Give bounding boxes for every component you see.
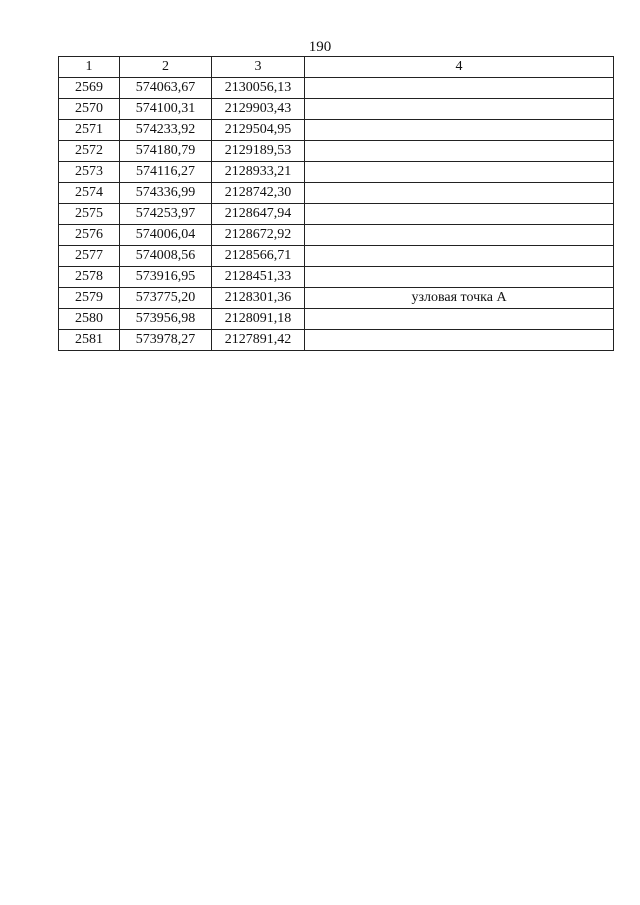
note [305,225,614,246]
coord-x: 573956,98 [120,309,212,330]
point-number: 2569 [59,78,120,99]
column-header-3: 3 [212,57,305,78]
coord-x: 574008,56 [120,246,212,267]
table-row [59,162,614,183]
table-row [59,267,614,288]
table-row [59,288,614,309]
point-number: 2573 [59,162,120,183]
table-row [59,330,614,351]
note [305,99,614,120]
table-row [59,204,614,225]
column-header-2: 2 [120,57,212,78]
coord-x: 574100,31 [120,99,212,120]
table-row [59,120,614,141]
coord-y: 2129504,95 [212,120,305,141]
note [305,330,614,351]
table-row [59,78,614,99]
coord-x: 574180,79 [120,141,212,162]
coord-x: 574336,99 [120,183,212,204]
note [305,183,614,204]
note [305,162,614,183]
point-number: 2576 [59,225,120,246]
coord-y: 2128933,21 [212,162,305,183]
point-number: 2571 [59,120,120,141]
point-number: 2577 [59,246,120,267]
table-row [59,246,614,267]
coord-y: 2128742,30 [212,183,305,204]
note [305,246,614,267]
coord-y: 2129189,53 [212,141,305,162]
point-number: 2580 [59,309,120,330]
note [305,204,614,225]
coordinates-table [58,56,614,351]
note: узловая точка А [305,288,614,309]
table-row [59,141,614,162]
coord-y: 2128566,71 [212,246,305,267]
point-number: 2574 [59,183,120,204]
point-number: 2578 [59,267,120,288]
note [305,267,614,288]
coord-x: 573916,95 [120,267,212,288]
coord-y: 2128091,18 [212,309,305,330]
coord-x: 573775,20 [120,288,212,309]
coord-y: 2127891,42 [212,330,305,351]
page-number: 190 [308,39,332,55]
coord-x: 574006,04 [120,225,212,246]
coord-y: 2128451,33 [212,267,305,288]
coord-y: 2128672,92 [212,225,305,246]
coord-x: 574233,92 [120,120,212,141]
point-number: 2572 [59,141,120,162]
point-number: 2570 [59,99,120,120]
point-number: 2575 [59,204,120,225]
column-header-4: 4 [305,57,614,78]
table-row [59,309,614,330]
coord-x: 574116,27 [120,162,212,183]
note [305,141,614,162]
table-row [59,183,614,204]
note [305,309,614,330]
coord-x: 574063,67 [120,78,212,99]
coord-x: 573978,27 [120,330,212,351]
coord-y: 2130056,13 [212,78,305,99]
table-row [59,99,614,120]
coord-x: 574253,97 [120,204,212,225]
table-header-row [59,57,614,78]
coord-y: 2128647,94 [212,204,305,225]
column-header-1: 1 [59,57,120,78]
point-number: 2581 [59,330,120,351]
coord-y: 2128301,36 [212,288,305,309]
table-row [59,225,614,246]
coord-y: 2129903,43 [212,99,305,120]
point-number: 2579 [59,288,120,309]
note [305,78,614,99]
note [305,120,614,141]
